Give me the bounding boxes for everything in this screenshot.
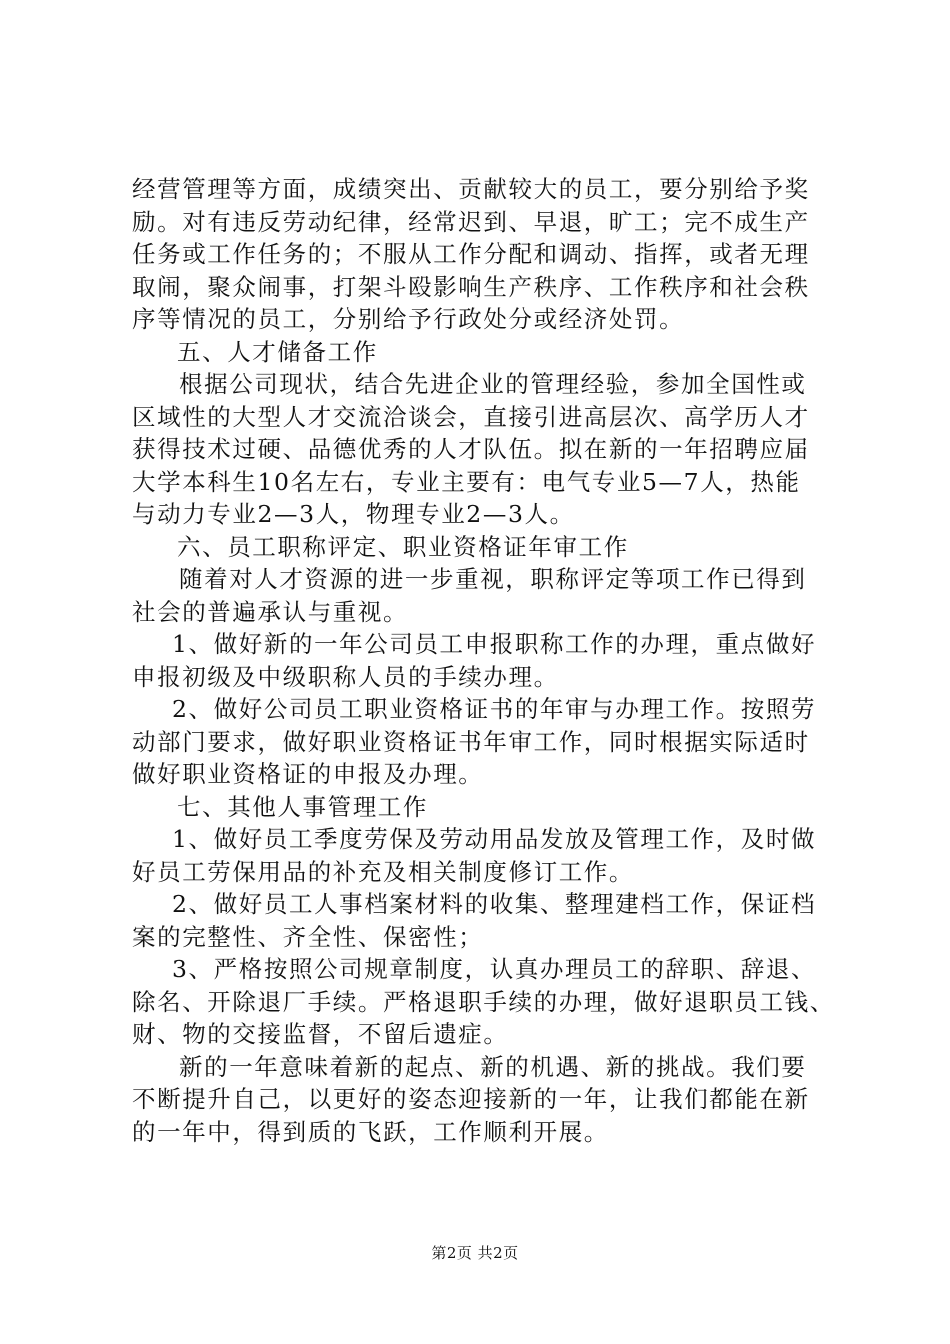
body-line: 做好职业资格证的申报及办理。 (132, 760, 484, 788)
body-line: 社会的普遍承认与重视。 (132, 597, 409, 626)
section-heading: 七、其他人事管理工作 (177, 792, 428, 821)
body-line: 申报初级及中级职称人员的手续办理。 (132, 662, 559, 691)
body-line: 经营管理等方面，成绩突出、贡献较大的员工，要分别给予奖 (132, 175, 810, 203)
page-footer (0, 1244, 950, 1262)
body-line: 根据公司现状，结合先进企业的管理经验，参加全国性或 (179, 370, 807, 398)
list-item-line: 2、做好员工人事档案材料的收集、整理建档工作，保证档 (172, 890, 817, 918)
list-item-line: 1、做好员工季度劳保及劳动用品发放及管理工作，及时做 (172, 825, 817, 853)
list-item-line: 2、做好公司员工职业资格证书的年审与办理工作。按照劳 (172, 695, 817, 723)
body-line: 励。对有违反劳动纪律，经常迟到、早退，旷工；完不成生产 (132, 207, 810, 236)
body-line: 除名、开除退厂手续。严格退职手续的办理，做好退职员工钱、 (132, 987, 835, 1016)
body-line: 与动力专业2—3人，物理专业2—3人。 (132, 500, 575, 528)
body-line: 好员工劳保用品的补充及相关制度修订工作。 (132, 857, 634, 886)
section-heading: 六、员工职称评定、职业资格证年审工作 (177, 532, 629, 561)
body-line: 财、物的交接监督，不留后遗症。 (132, 1020, 509, 1048)
body-line: 取闹，聚众闹事，打架斗殴影响生产秩序、工作秩序和社会秩 (132, 272, 810, 301)
body-line: 案的完整性、齐全性、保密性； (132, 922, 484, 951)
page-number-label: 第2页 共2页 (431, 1244, 519, 1262)
body-line: 序等情况的员工，分别给予行政处分或经济处罚。 (132, 305, 685, 333)
body-line: 区域性的大型人才交流洽谈会，直接引进高层次、高学历人才 (132, 402, 810, 431)
body-line: 大学本科生10名左右，专业主要有：电气专业5—7人，热能 (132, 467, 801, 496)
body-line: 随着对人才资源的进一步重视，职称评定等项工作已得到 (179, 565, 807, 593)
body-line: 动部门要求，做好职业资格证书年审工作，同时根据实际适时 (132, 727, 810, 756)
list-item-line: 3、严格按照公司规章制度，认真办理员工的辞职、辞退、 (172, 955, 817, 983)
body-line: 新的一年意味着新的起点、新的机遇、新的挑战。我们要 (179, 1052, 807, 1081)
section-heading: 五、人才储备工作 (177, 337, 378, 366)
body-line: 的一年中，得到质的飞跃，工作顺利开展。 (132, 1117, 609, 1146)
body-line: 获得技术过硬、品德优秀的人才队伍。拟在新的一年招聘应届 (132, 435, 810, 463)
body-line: 不断提升自己，以更好的姿态迎接新的一年，让我们都能在新 (132, 1085, 810, 1113)
body-line: 任务或工作任务的；不服从工作分配和调动、指挥，或者无理 (132, 240, 810, 268)
document-body (132, 173, 835, 1148)
list-item-line: 1、做好新的一年公司员工申报职称工作的办理，重点做好 (172, 630, 817, 658)
